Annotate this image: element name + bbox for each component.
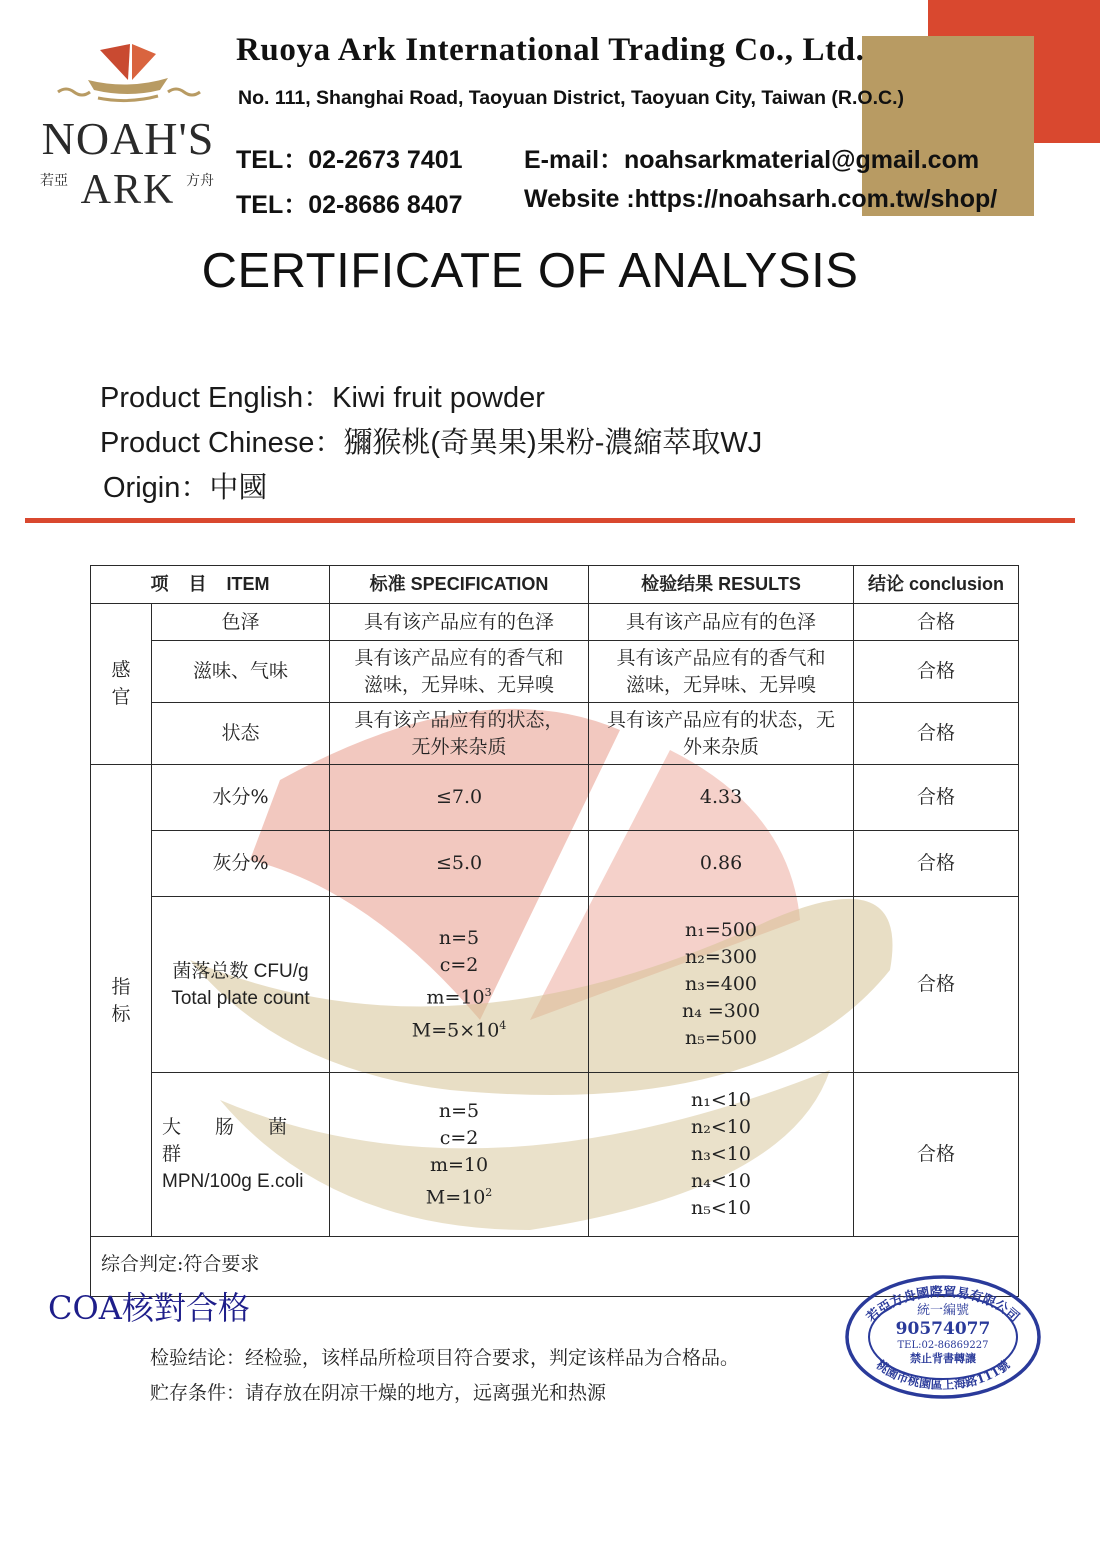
item-cell: 色泽 [152,604,330,641]
table-row [91,765,1019,831]
logo-cn-right: 方舟 [186,173,214,189]
svg-text:統一編號: 統一編號 [916,1303,970,1318]
result-cell: 具有该产品应有的状态，无 外来杂质 [589,703,854,765]
company-name: Ruoya Ark International Trading Co., Ltd. [236,32,865,68]
category-index: 指 标 [91,765,152,1237]
conclusion-cell: 合格 [854,897,1019,1073]
result-cell: 具有该产品应有的色泽 [589,604,854,641]
table-row [91,897,1019,1073]
phone-1: TEL：02-2673 7401 [236,146,463,174]
website: Website :https://noahsarh.com.tw/shop/ [524,185,998,213]
item-cell: 大 肠 菌 群 MPN/100g E.coli [152,1073,330,1237]
category-sensory: 感 官 [91,604,152,765]
analysis-table [90,565,1019,1297]
spec-cell: ≤5.0 [330,831,589,897]
inspection-conclusion: 检验结论：经检验，该样品所检项目符合要求，判定该样品为合格品。 [150,1347,740,1369]
company-seal-stamp [843,1274,1043,1400]
svg-text:禁止背書轉讓: 禁止背書轉讓 [910,1352,976,1365]
product-chinese: Product Chinese：獼猴桃(奇異果)果粉-濃縮萃取WJ [100,427,763,459]
item-cell: 灰分% [152,831,330,897]
table-row [91,604,1019,641]
spec-cell: 具有该产品应有的状态， 无外来杂质 [330,703,589,765]
logo-ark: ARK [80,167,176,213]
result-cell: 4.33 [589,765,854,831]
conclusion-cell: 合格 [854,604,1019,641]
result-cell: 0.86 [589,831,854,897]
logo-wordmark: NOAH'S [41,113,215,164]
svg-text:90574077: 90574077 [895,1319,991,1339]
conclusion-cell: 合格 [854,765,1019,831]
table-row [91,1073,1019,1237]
conclusion-cell: 合格 [854,1073,1019,1237]
result-cell: n₁=500 n₂=300 n₃=400 n₄ =300 n₅=500 [589,897,854,1073]
spec-cell: n=5 c=2 m=10 $M=10^2$ [330,1073,589,1237]
item-cell: 滋味、气味 [152,641,330,703]
header-item: 项 目 ITEM [91,566,330,604]
svg-text:若亞方舟國際貿易有限公司: 若亞方舟國際貿易有限公司 [864,1284,1022,1326]
item-cell: 水分% [152,765,330,831]
storage-conditions: 贮存条件：请存放在阴凉干燥的地方，远离强光和热源 [150,1382,607,1404]
conclusion-cell: 合格 [854,831,1019,897]
spec-cell: 具有该产品应有的色泽 [330,604,589,641]
result-cell: n₁<10 n₂<10 n₃<10 n₄<10 n₅<10 [589,1073,854,1237]
svg-text:TEL:02-86869227: TEL:02-86869227 [897,1340,989,1351]
table-row [91,641,1019,703]
item-cell: 菌落总数 CFU/g Total plate count [152,897,330,1073]
header-spec: 标准 SPECIFICATION [330,566,589,604]
coa-verified-note: COA核對合格 [48,1289,250,1327]
table-row [91,831,1019,897]
spec-cell: ≤7.0 [330,765,589,831]
product-origin: Origin：中國 [103,472,268,504]
result-cell: 具有该产品应有的香气和 滋味，无异味、无异嗅 [589,641,854,703]
svg-text:桃園市桃園區上海路111號: 桃園市桃園區上海路111號 [873,1357,1013,1393]
table-row [91,703,1019,765]
item-cell: 状态 [152,703,330,765]
email: E-mail：noahsarkmaterial@gmail.com [524,146,980,174]
phone-2: TEL：02-8686 8407 [236,191,463,219]
spec-cell: n=5 c=2 $m=10^3$ $M=5\times 10^4$ [330,897,589,1073]
ship-sail-icon [28,40,228,115]
header-conclusion: 结论 conclusion [854,566,1019,604]
conclusion-cell: 合格 [854,641,1019,703]
table-header-row [91,566,1019,604]
divider-rule [25,518,1075,523]
spec-cell: 具有该产品应有的香气和 滋味，无异味、无异嗅 [330,641,589,703]
logo-cn-left: 若亞 [40,173,68,189]
company-logo [28,40,228,215]
company-address: No. 111, Shanghai Road, Taoyuan District, Taoyuan City, Taiwan (R.O.C.) [238,87,904,109]
product-english: Product English：Kiwi fruit powder [100,382,545,414]
document-title: CERTIFICATE OF ANALYSIS [201,244,859,298]
conclusion-cell: 合格 [854,703,1019,765]
overall-verdict: 综合判定:符合要求 [91,1237,1019,1297]
header-results: 检验结果 RESULTS [589,566,854,604]
